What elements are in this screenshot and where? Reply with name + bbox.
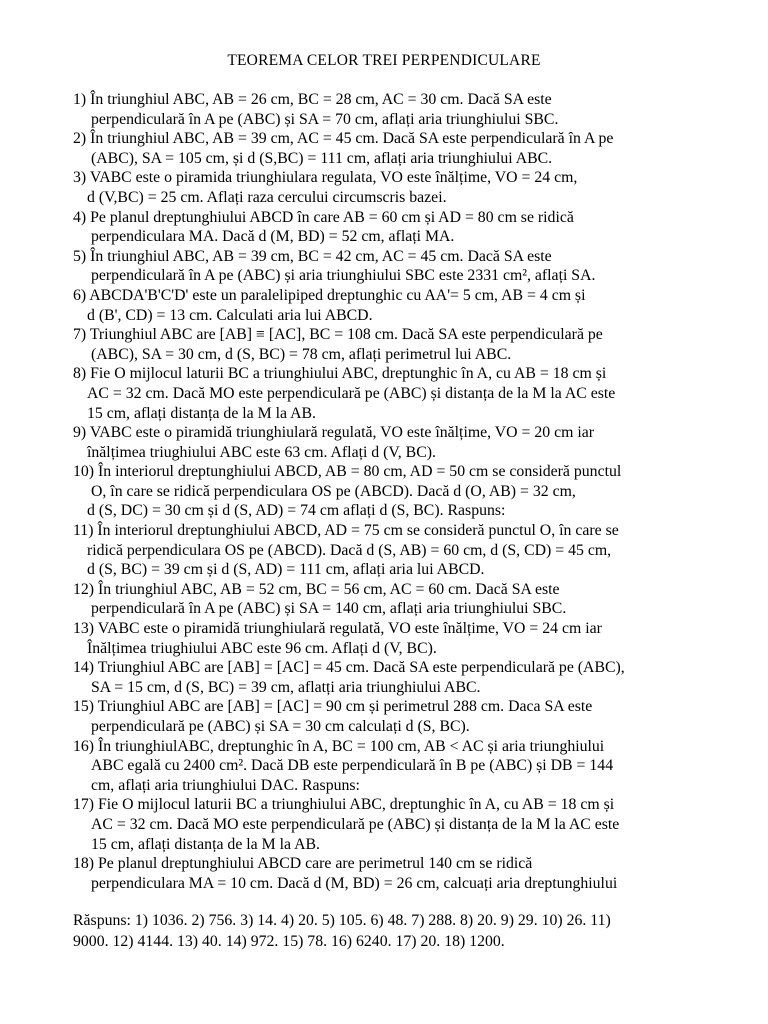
problem-line: d (B', CD) = 13 cm. Calculati aria lui ABCD. [87, 306, 373, 324]
problem-11 [73, 521, 723, 580]
problem-8 [73, 364, 723, 423]
problem-18 [73, 854, 723, 893]
problem-15 [73, 697, 723, 736]
problem-line: 15 cm, aflați distanța de la M la AB. [91, 835, 321, 853]
problem-line: 4) Pe planul dreptunghiului ABCD în care AB = 60 cm și AD = 80 cm se ridică [73, 208, 574, 226]
problem-14 [73, 658, 723, 697]
problem-4 [73, 208, 723, 247]
problem-line: 18) Pe planul dreptunghiului ABCD care are perimetrul 140 cm se ridică [73, 855, 533, 873]
problem-line: 3) VABC este o piramida triunghiulara regulata, VO este înălțime, VO = 24 cm, [73, 169, 578, 187]
problem-line: AC = 32 cm. Dacă MO este perpendiculară pe (ABC) și distanța de la M la AC este [87, 384, 616, 402]
answer-line: 9000. 12) 4144. 13) 40. 14) 972. 15) 78. 16) 6240. 17) 20. 18) 1200. [73, 932, 505, 950]
problem-line: 15) Triunghiul ABC are [AB] = [AC] = 90 cm și perimetrul 288 cm. Daca SA este [73, 698, 593, 716]
problem-line: ridică perpendiculara OS pe (ABCD). Dacă d (S, AB) = 60 cm, d (S, CD) = 45 cm, [87, 541, 612, 559]
problem-line: înălțimea triughiului ABC este 63 cm. Aflați d (V, BC). [87, 443, 436, 461]
problem-list [73, 90, 723, 893]
problem-line: 9) VABC este o piramidă triunghiulară regulată, VO este înălțime, VO = 20 cm iar [73, 424, 595, 442]
problem-line: 2) În triunghiul ABC, AB = 39 cm, AC = 45 cm. Dacă SA este perpendiculară în A pe [73, 130, 614, 148]
problem-line: 13) VABC este o piramidă triunghiulară regulată, VO este înălțime, VO = 24 cm iar [73, 620, 602, 638]
problem-line: 7) Triunghiul ABC are [AB] ≡ [AC], BC = 108 cm. Dacă SA este perpendiculară pe [73, 326, 603, 344]
problem-5 [73, 247, 723, 286]
problem-16 [73, 737, 723, 796]
problem-line: (ABC), SA = 30 cm, d (S, BC) = 78 cm, aflați perimetrul lui ABC. [91, 345, 512, 363]
problem-line: 15 cm, aflați distanța de la M la AB. [87, 404, 317, 422]
problem-7 [73, 325, 723, 364]
problem-line: AC = 32 cm. Dacă MO este perpendiculară pe (ABC) și distanța de la M la AC este [91, 815, 620, 833]
problem-line: cm, aflați aria triunghiului DAC. Raspuns: [91, 776, 360, 794]
problem-line: 16) În triunghiulABC, dreptunghic în A, BC = 100 cm, AB < AC și aria triunghiului [73, 737, 605, 755]
problem-12 [73, 580, 723, 619]
problem-line: ABC egală cu 2400 cm². Dacă DB este perpendiculară în B pe (ABC) și DB = 144 [91, 757, 614, 775]
problem-line: (ABC), SA = 105 cm, și d (S,BC) = 111 cm, aflați aria triunghiului ABC. [91, 149, 553, 167]
problem-line: 5) În triunghiul ABC, AB = 39 cm, BC = 42 cm, AC = 45 cm. Dacă SA este [73, 247, 552, 265]
problem-17 [73, 795, 723, 854]
problem-line: perpendiculara MA. Dacă d (M, BD) = 52 cm, aflați MA. [91, 228, 455, 246]
problem-line: O, în care se ridică perpendiculara OS pe (ABCD). Dacă d (O, AB) = 32 cm, [91, 482, 576, 500]
problem-9 [73, 423, 723, 462]
problem-line: perpendiculară în A pe (ABC) și SA = 140 cm, aflați aria triunghiului SBC. [91, 600, 567, 618]
problem-line: SA = 15 cm, d (S, BC) = 39 cm, aflatți aria triunghiului ABC. [91, 678, 481, 696]
page-title: TEOREMA CELOR TREI PERPENDICULARE [227, 52, 541, 69]
problem-line: 1) În triunghiul ABC, AB = 26 cm, BC = 28 cm, AC = 30 cm. Dacă SA este [73, 91, 552, 108]
problem-3 [73, 168, 723, 207]
answer-key [73, 911, 733, 952]
problem-line: perpendiculara MA = 10 cm. Dacă d (M, BD) = 26 cm, calcuați aria dreptunghiului [91, 874, 618, 892]
problem-line: d (S, BC) = 39 cm și d (S, AD) = 111 cm, aflați aria lui ABCD. [87, 561, 485, 579]
problem-2 [73, 129, 723, 168]
problem-line: 6) ABCDA'B'C'D' este un paralelipiped dreptunghic cu AA'= 5 cm, AB = 4 cm și [73, 286, 586, 304]
problem-13 [73, 619, 723, 658]
problem-line: 8) Fie O mijlocul laturii BC a triunghiului ABC, dreptunghic în A, cu AB = 18 cm și [73, 365, 607, 383]
problem-line: perpendiculară în A pe (ABC) și aria triunghiului SBC este 2331 cm², aflați SA. [91, 267, 596, 285]
problem-line: d (V,BC) = 25 cm. Aflați raza cercului circumscris bazei. [87, 188, 447, 206]
problem-10 [73, 462, 723, 521]
problem-1 [73, 90, 723, 129]
problem-line: d (S, DC) = 30 cm și d (S, AD) = 74 cm aflați d (S, BC). Raspuns: [87, 502, 506, 520]
problem-line: 12) În triunghiul ABC, AB = 52 cm, BC = 56 cm, AC = 60 cm. Dacă SA este [73, 580, 560, 598]
problem-line: Înălțimea triughiului ABC este 96 cm. Aflați d (V, BC). [87, 639, 437, 657]
problem-6 [73, 286, 723, 325]
answer-line: Răspuns: 1) 1036. 2) 756. 3) 14. 4) 20. 5) 105. 6) 48. 7) 288. 8) 20. 9) 29. 10) 26. 11) [73, 912, 611, 929]
problem-line: 14) Triunghiul ABC are [AB] = [AC] = 45 cm. Dacă SA este perpendiculară pe (ABC), [73, 659, 625, 677]
problem-line: 10) În interiorul dreptunghiului ABCD, AB = 80 cm, AD = 50 cm se consideră punctul [73, 463, 622, 481]
problem-line: 11) În interiorul dreptunghiului ABCD, AD = 75 cm se consideră punctul O, în care se [73, 522, 619, 540]
problem-line: perpendiculară în A pe (ABC) și SA = 70 cm, aflați aria triunghiului SBC. [91, 110, 559, 128]
problem-line: 17) Fie O mijlocul laturii BC a triunghiului ABC, dreptunghic în A, cu AB = 18 cm și [73, 796, 615, 814]
problem-line: perpendiculară pe (ABC) și SA = 30 cm calculați d (S, BC). [91, 718, 470, 735]
